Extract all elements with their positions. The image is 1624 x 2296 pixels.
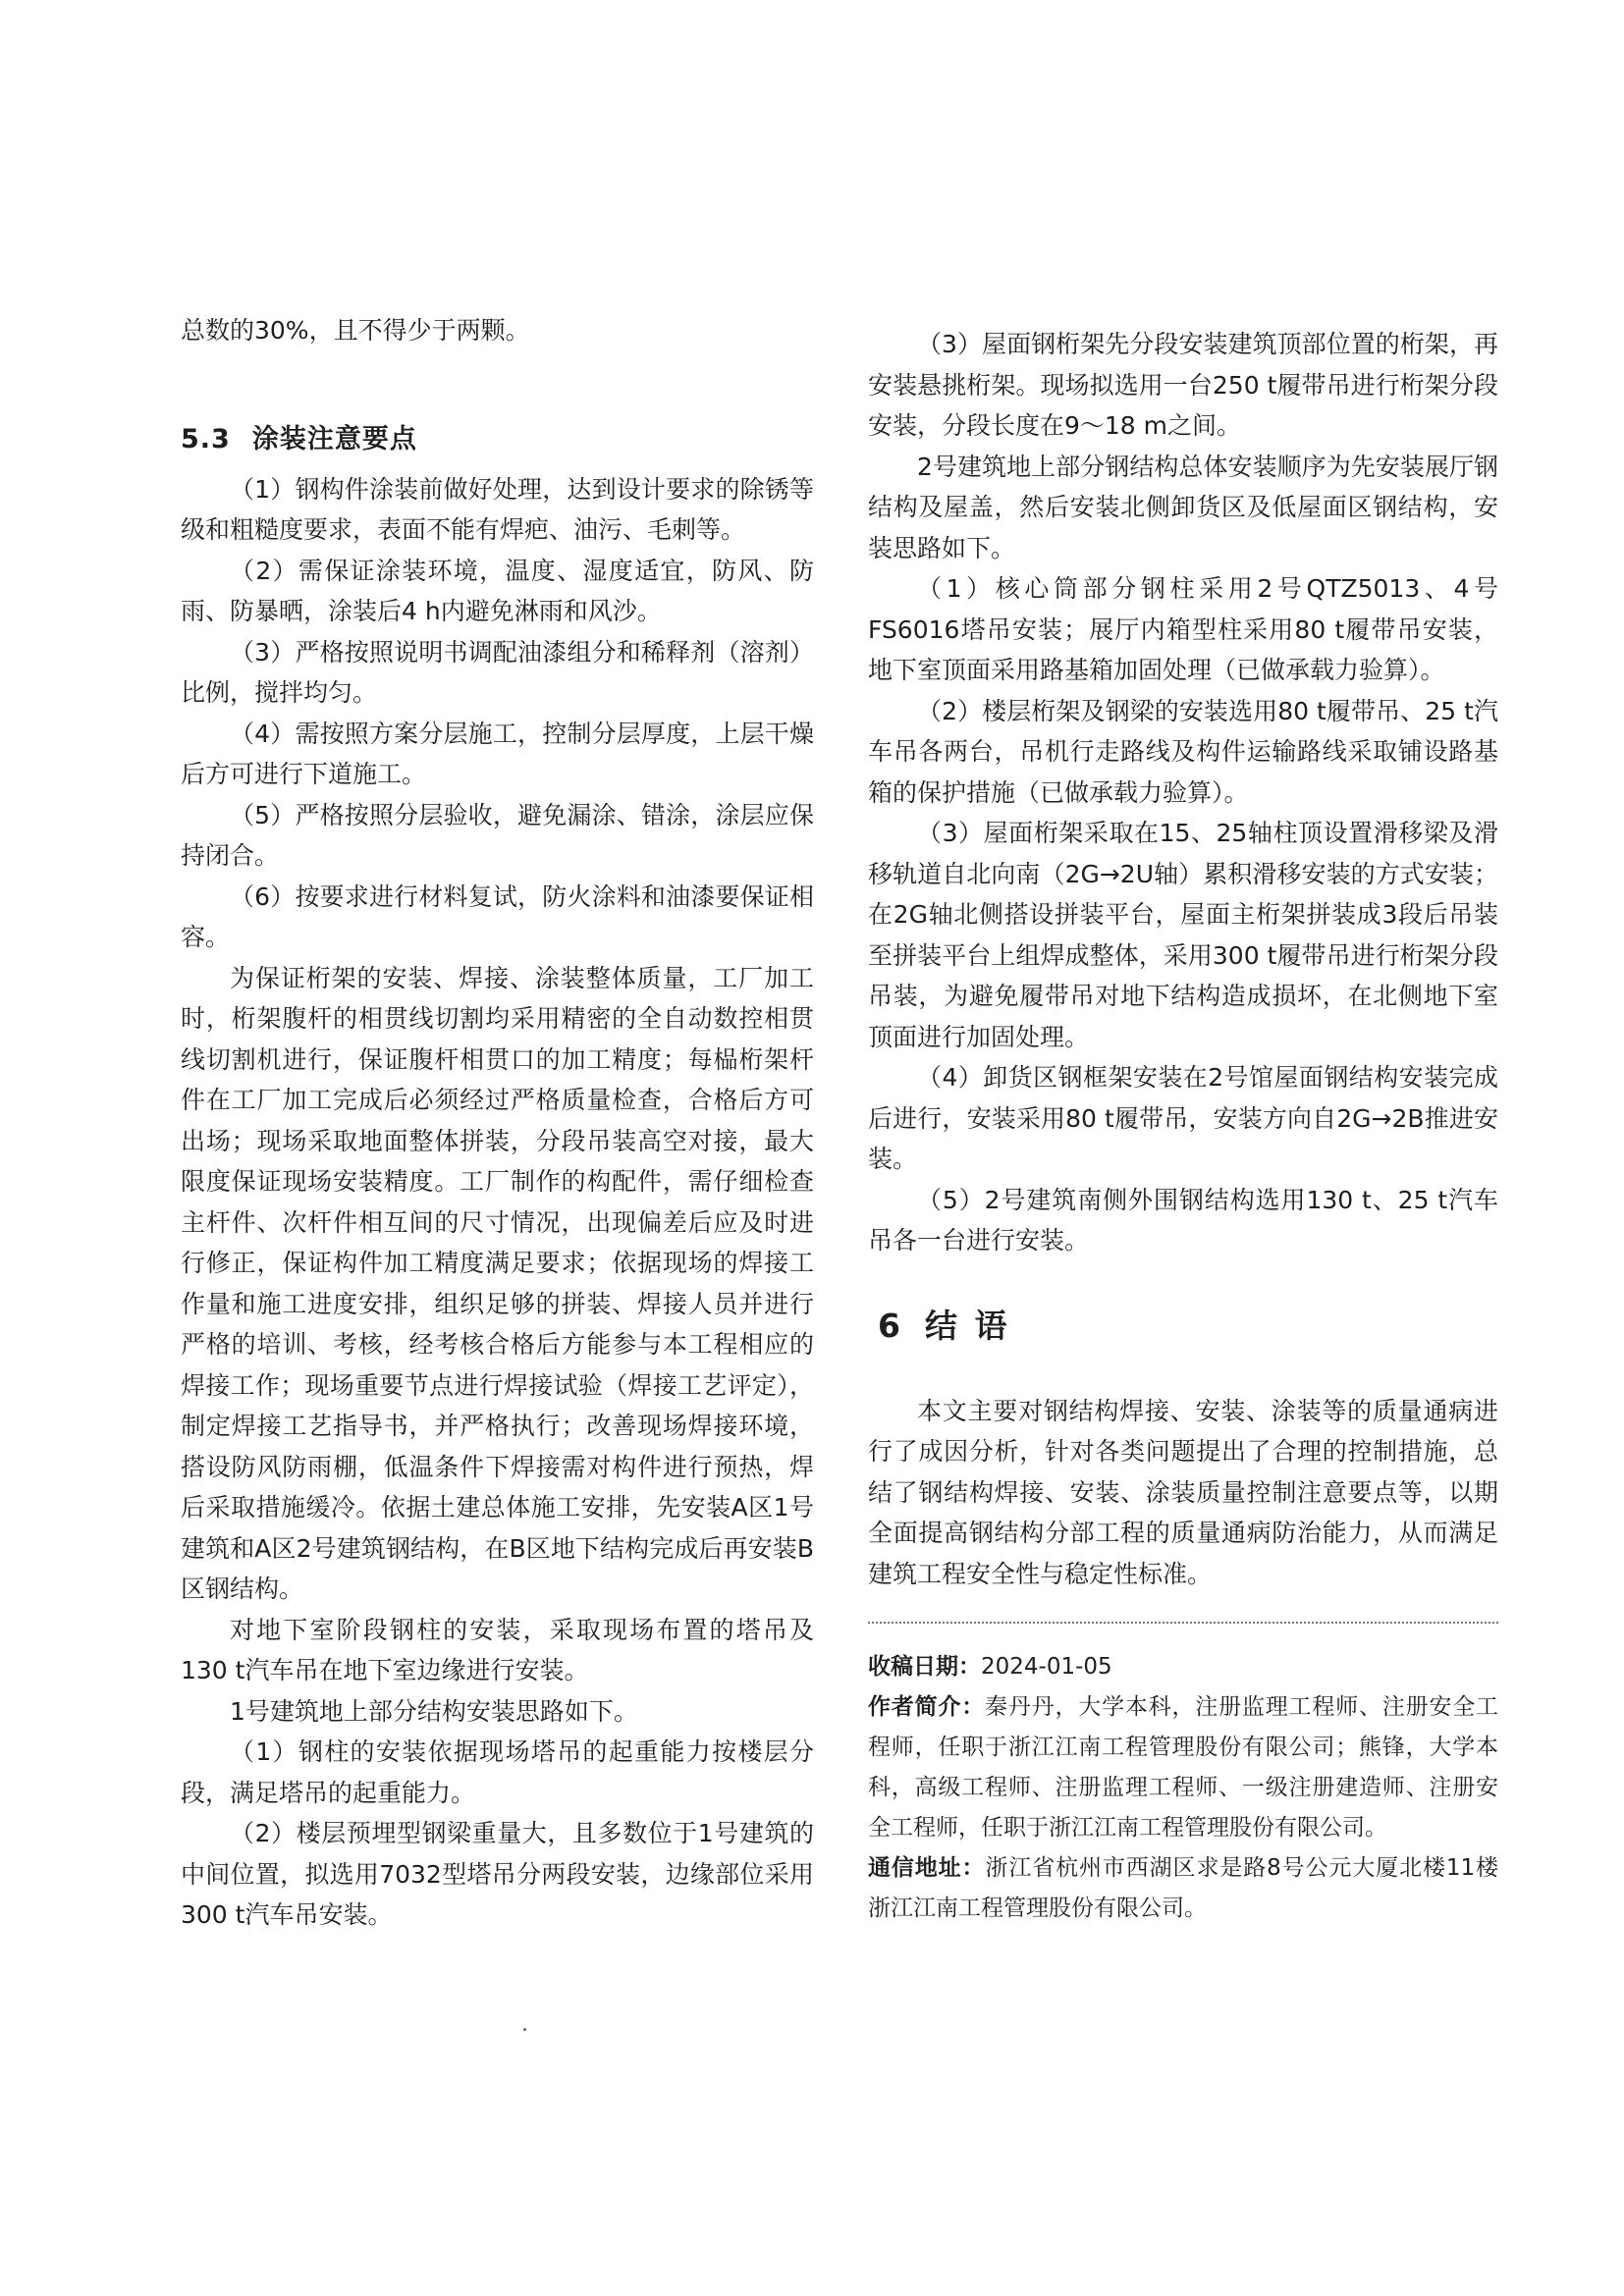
section-heading-6 xyxy=(878,1305,1498,1348)
received-label: 收稿日期： xyxy=(868,1654,981,1680)
body-paragraph: 2号建筑地上部分钢结构总体安装顺序为先安装展厅钢结构及屋盖，然后安装北侧卸货区及低屋面区钢结构，安装思路如下。 xyxy=(868,452,1498,562)
list-item: （2）需保证涂装环境，温度、湿度适宜，防风、防雨、防暴晒，涂装后4 h内避免淋雨和风沙。 xyxy=(181,556,814,625)
address-value: 浙江省杭州市西湖区求是路8号公元大厦北楼11楼 浙江江南工程管理股份有限公司。 xyxy=(868,1855,1499,1921)
left-column xyxy=(181,310,814,1936)
list-item: （2）楼层预埋型钢梁重量大，且多数位于1号建筑的中间位置，拟选用7032型塔吊分两段安装，边缘部位采用300 t汽车吊安装。 xyxy=(181,1819,814,1929)
scan-speck xyxy=(523,2028,526,2031)
list-item: （5）2号建筑南侧外围钢结构选用130 t、25 t汽车吊各一台进行安装。 xyxy=(868,1185,1498,1255)
section-title: 涂装注意要点 xyxy=(251,423,417,454)
body-paragraph: 为保证桁架的安装、焊接、涂装整体质量，工厂加工时，桁架腹杆的相贯线切割均采用精密的全自动数控相贯线切割机进行，保证腹杆相贯口的加工精度；每榀桁架杆件在工厂加工完成后必须经过严格质量检查，合格后方可出场；现场采取地面整体拼装，分段吊装高空对接，最大限度保证现场安装精度。工厂制作的构配件，需仔细检查主杆件、次杆件相互间的尺寸情况，出现偏差后应及时进行修正，保证构件加工精度满足要求；依据现场的焊接工作量和施工进度安排，组织足够的拼装、焊接人员并进行严格的培训、考核，经考核合格后方能参与本工程相应的焊接工作；现场重要节点进行焊接试验（焊接工艺评定），制定焊接工艺指导书，并严格执行；改善现场焊接环境，搭设防风防雨棚，低温条件下焊接需对构件进行预热，焊后采取措施缓冷。依据土建总体施工安排，先安装A区1号建筑和A区2号建筑钢结构，在B区地下结构完成后再安装B区钢结构。 xyxy=(181,963,814,1603)
right-column xyxy=(868,324,1498,1929)
continued-paragraph: 总数的30%，且不得少于两颗。 xyxy=(181,316,530,345)
list-item: （1）钢构件涂装前做好处理，达到设计要求的除锈等级和粗糙度要求，表面不能有焊疤、油污、毛刺等。 xyxy=(181,474,814,544)
list-item: （4）需按照方案分层施工，控制分层厚度，上层干燥后方可进行下道施工。 xyxy=(181,719,814,788)
address-label: 通信地址： xyxy=(868,1855,986,1881)
author-value: 秦丹丹，大学本科，注册监理工程师、注册安全工程师，任职于浙江江南工程管理股份有限公司；熊锋，大学本科，高级工程师、注册监理工程师、一级注册建造师、注册安全工程师，任职于浙江江南工程管理股份有限公司。 xyxy=(868,1694,1499,1841)
address-info xyxy=(868,1848,1498,1929)
conclusion-paragraph: 本文主要对钢结构焊接、安装、涂装等的质量通病进行了成因分析，针对各类问题提出了合理的控制措施，总结了钢结构焊接、安装、涂装质量控制注意要点等，以期全面提高钢结构分部工程的质量通病防治能力，从而满足建筑工程安全性与稳定性标准。 xyxy=(868,1396,1498,1588)
section-heading-5-3 xyxy=(181,420,814,459)
author-label: 作者简介： xyxy=(868,1694,986,1720)
list-item: （5）严格按照分层验收，避免漏涂、错涂，涂层应保持闭合。 xyxy=(181,800,814,870)
section-number: 6 xyxy=(878,1306,903,1345)
list-item: （4）卸货区钢框架安装在2号馆屋面钢结构安装完成后进行，安装采用80 t履带吊，安装方向自2G→2B推进安装。 xyxy=(868,1063,1498,1173)
list-item: （1）核心筒部分钢柱采用2号QTZ5013、4号FS6016塔吊安装；展厅内箱型柱采用80 t履带吊安装，地下室顶面采用路基箱加固处理（已做承载力验算）。 xyxy=(868,574,1498,684)
section-number: 5.3 xyxy=(181,423,231,454)
author-info xyxy=(868,1687,1498,1848)
list-item: （3）屋面桁架采取在15、25轴柱顶设置滑移梁及滑移轨道自北向南（2G→2U轴）累积滑移安装的方式安装；在2G轴北侧搭设拼装平台，屋面主桁架拼装成3段后吊装至拼装平台上组焊成整体，采用300 t履带吊进行桁架分段吊装，为避免履带吊对地下结构造成损坏，在北侧地下室顶面进行加固处理。 xyxy=(868,819,1498,1051)
section-title: 结 语 xyxy=(924,1306,1010,1345)
body-paragraph: 1号建筑地上部分结构安装思路如下。 xyxy=(230,1696,638,1726)
list-item: （3）严格按照说明书调配油漆组分和稀释剂（溶剂）比例，搅拌均匀。 xyxy=(181,637,814,707)
list-item: （3）屋面钢桁架先分段安装建筑顶部位置的桁架，再安装悬挑桁架。现场拟选用一台250 t履带吊进行桁架分段安装，分段长度在9～18 m之间。 xyxy=(868,330,1498,440)
received-date xyxy=(868,1647,1498,1687)
received-value: 2024-01-05 xyxy=(981,1654,1112,1680)
body-paragraph: 对地下室阶段钢柱的安装，采取现场布置的塔吊及130 t汽车吊在地下室边缘进行安装。 xyxy=(181,1615,814,1684)
list-item: （2）楼层桁架及钢梁的安装选用80 t履带吊、25 t汽车吊各两台，吊机行走路线及构件运输路线采取铺设路基箱的保护措施（已做承载力验算）。 xyxy=(868,696,1498,807)
list-item: （6）按要求进行材料复试，防火涂料和油漆要保证相容。 xyxy=(181,881,814,951)
list-item: （1）钢柱的安装依据现场塔吊的起重能力按楼层分段，满足塔吊的起重能力。 xyxy=(181,1737,814,1807)
dotted-divider xyxy=(868,1622,1498,1624)
